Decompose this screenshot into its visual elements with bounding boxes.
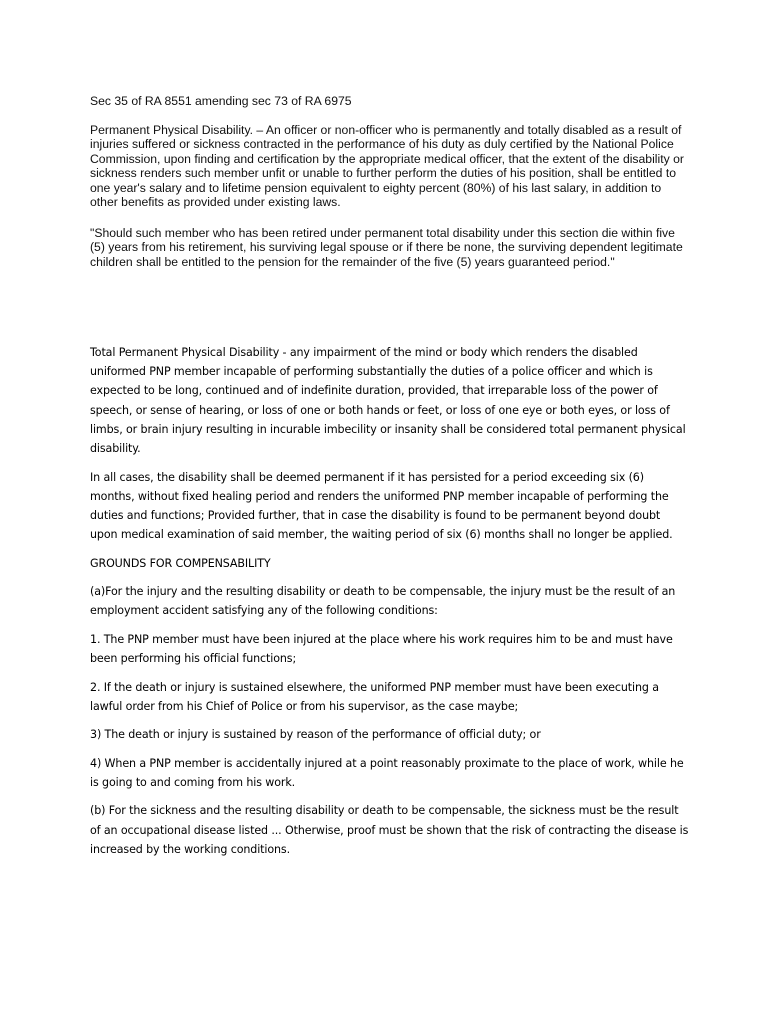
- grounds-heading: GROUNDS FOR COMPENSABILITY: [90, 556, 271, 570]
- law-excerpt-section: [90, 94, 690, 285]
- condition-2: 2. If the death or injury is sustained elsewhere, the uniformed PNP member must have been executing a lawful order from his Chief of Police or from his supervisor, as the case maybe;: [90, 680, 659, 713]
- grounds-item-b: (b) For the sickness and the resulting disability or death to be compensable, the sickness must be the result of an occupational disease listed ... Otherwise, proof must be shown that the risk of contracting the disease is increased by the working conditions.: [90, 804, 689, 856]
- grounds-item-a: (a)For the injury and the resulting disability or death to be compensable, the injury must be the result of an employment accident satisfying any of the following conditions:: [90, 585, 676, 618]
- definitions-section: [90, 343, 690, 868]
- condition-4: 4) When a PNP member is accidentally injured at a point reasonably proximate to the place of work, while he is going to and coming from his work.: [90, 756, 684, 789]
- survivor-pension-paragraph: "Should such member who has been retired under permanent total disability under this section die within five (5) years from his retirement, his surviving legal spouse or if there be none, the surviving dependent legitimate children shall be entitled to the pension for the remainder of the five (5) years guaranteed period.": [90, 225, 683, 269]
- all-cases-paragraph: In all cases, the disability shall be deemed permanent if it has persisted for a period exceeding six (6) months, without fixed healing period and renders the uniformed PNP member incapable of performing the duties and functions; Provided further, that in case the disability is found to be permanent beyond doubt upon medical examination of said member, the waiting period of six (6) months shall no longer be applied.: [90, 470, 673, 542]
- condition-3: 3) The death or injury is sustained by reason of the performance of official duty; or: [90, 728, 541, 742]
- section-heading: Sec 35 of RA 8551 amending sec 73 of RA 6975: [90, 94, 352, 108]
- condition-1: 1. The PNP member must have been injured at the place where his work requires him to be and must have been performing his official functions;: [90, 632, 673, 666]
- permanent-disability-paragraph: Permanent Physical Disability. – An officer or non-officer who is permanently and totally disabled as a result of injuries suffered or sickness contracted in the performance of his duty as duly certified by the National Police Commission, upon finding and certification by the appropriate medical officer, that the extent of the disability or sickness renders such member unfit or unable to further perform the duties of his position, shall be entitled to one year's salary and to lifetime pension equivalent to eighty percent (80%) of his last salary, in addition to other benefits as provided under existing laws.: [90, 122, 684, 209]
- total-disability-definition: Total Permanent Physical Disability - any impairment of the mind or body which renders the disabled uniformed PNP member incapable of performing substantially the duties of a police officer and which is expected to be long, continued and of indefinite duration, provided, that irreparable loss of the power of speech, or sense of hearing, or loss of one or both hands or feet, or loss of one eye or both eyes, or loss of limbs, or brain injury resulting in incurable imbecility or insanity shall be considered total permanent physical disability.: [90, 346, 686, 456]
